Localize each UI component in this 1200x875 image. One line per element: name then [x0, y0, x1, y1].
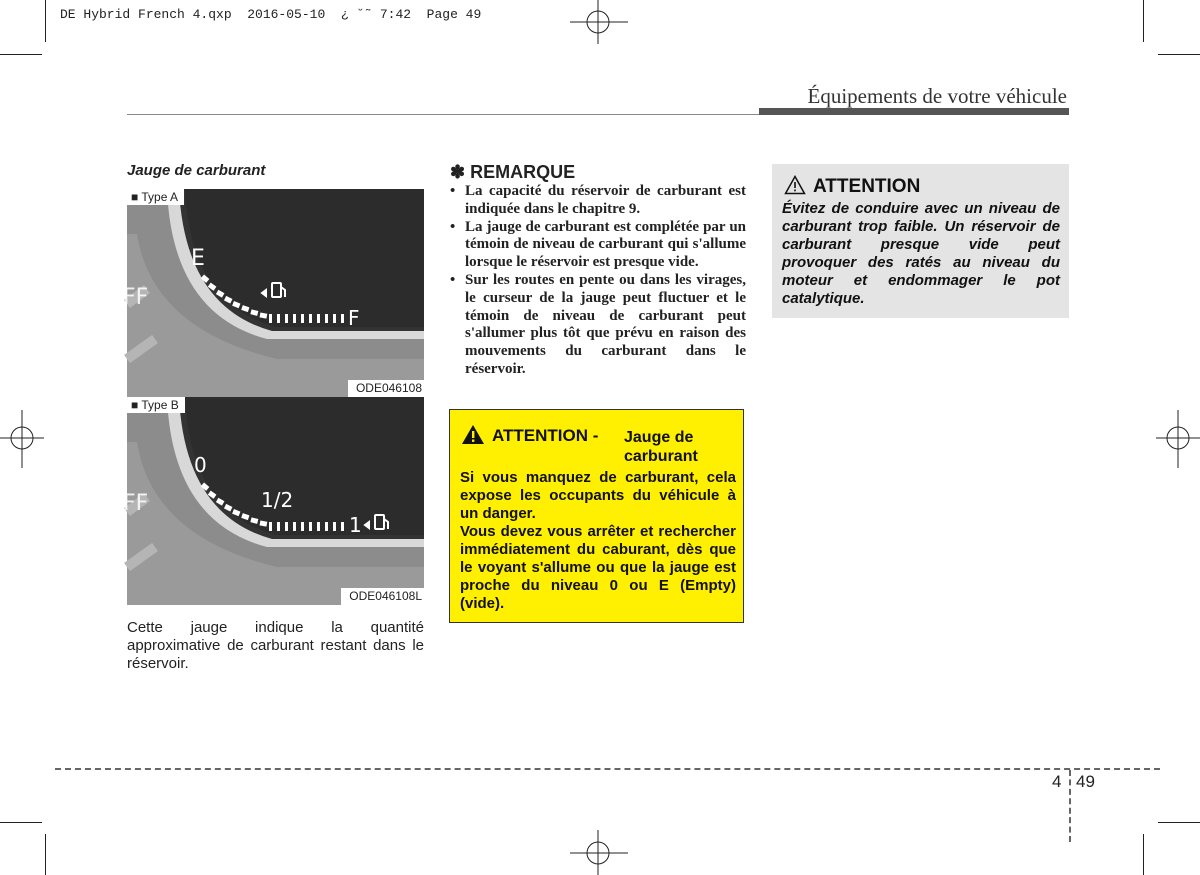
chapter-number: 4: [1052, 772, 1062, 791]
scale-empty-label: 0: [194, 453, 207, 477]
crop-mark: [1158, 54, 1200, 55]
scale-empty-label: E: [191, 246, 205, 271]
remarque-list: [450, 183, 746, 379]
warning-title: ATTENTION -: [492, 426, 599, 445]
header-rule-thick: [759, 108, 1069, 115]
warning-paragraph: Si vous manquez de carburant, cela expose les occupants du véhicule à un danger.: [460, 469, 736, 522]
warning-paragraph: Vous devez vous arrêter et rechercher immédiatement du caburant, dès que le voyant s'allume ou que la jauge est proche du niveau 0 ou E (Empty) (vide).: [460, 523, 736, 612]
warning-triangle-icon: [784, 175, 806, 195]
scale-half-label: 1/2: [261, 488, 294, 512]
crop-mark: [0, 54, 42, 55]
crop-mark: [45, 834, 46, 875]
figure-type-label: ■ Type A: [127, 189, 184, 205]
warning-text: [460, 469, 736, 613]
figure-code: ODE046108L: [341, 588, 424, 605]
header-rule: [127, 114, 759, 115]
remarque-title: REMARQUE: [470, 162, 576, 182]
attention-text: Évitez de conduire avec un niveau de carburant trop faible. Un réservoir de carburant presque vide peut provoquer des ratés au niveau du moteur et endommager le pot catalytique.: [782, 200, 1060, 307]
list-item: • Sur les routes en pente ou dans les virages, le curseur de la jauge peut fluctuer et le témoin de niveau de carburant peut s'allumer plus tôt que prévu en raison des mouvements du carburant dans le réservoir.: [450, 271, 746, 377]
chapter-title: Équipements de votre véhicule: [807, 84, 1067, 108]
fuel-gauge-figure-type-a: [123, 189, 424, 397]
crop-mark: [0, 822, 42, 823]
scale-full-label: 1: [349, 513, 362, 537]
page-number: 49: [1076, 772, 1095, 791]
remarque-heading: [450, 162, 575, 183]
registration-mark-top: [570, 0, 630, 46]
scale-full-label: F: [348, 306, 360, 330]
attention-title: ATTENTION: [813, 176, 921, 197]
fuel-warning-box: [449, 409, 744, 623]
crop-mark: [1143, 834, 1144, 875]
figure-code: ODE046108: [348, 380, 424, 397]
figure-type-label: ■ Type B: [127, 397, 185, 413]
registration-mark-left: [0, 410, 46, 470]
body-paragraph: Cette jauge indique la quantité approximative de carburant restant dans le réservoir.: [127, 619, 424, 672]
scale-partial-label: FF: [123, 285, 149, 310]
section-title: Jauge de carburant: [127, 162, 266, 179]
warning-subtitle: Jauge de carburant: [624, 429, 698, 465]
warning-triangle-icon: [461, 424, 485, 445]
crop-mark: [1158, 822, 1200, 823]
print-slug: DE Hybrid French 4.qxp 2016-05-10 ¿ ˘˜ 7:42 Page 49: [60, 7, 482, 22]
attention-box: [772, 164, 1069, 318]
crop-mark: [1143, 0, 1144, 42]
scale-partial-label: FF: [123, 491, 149, 516]
footer-divider: [1069, 770, 1071, 842]
footer-rule: [55, 768, 1160, 770]
registration-mark-bottom: [570, 830, 630, 875]
list-item: • La jauge de carburant est complétée par un témoin de niveau de carburant qui s'allume lorsque le réservoir est presque vide.: [450, 218, 746, 271]
list-item: • La capacité du réservoir de carburant est indiquée dans le chapitre 9.: [450, 183, 746, 217]
fuel-gauge-figure-type-b: [123, 397, 424, 605]
registration-mark-right: [1154, 410, 1200, 470]
crop-mark: [45, 0, 46, 42]
remarque-symbol: ✽: [450, 162, 466, 182]
